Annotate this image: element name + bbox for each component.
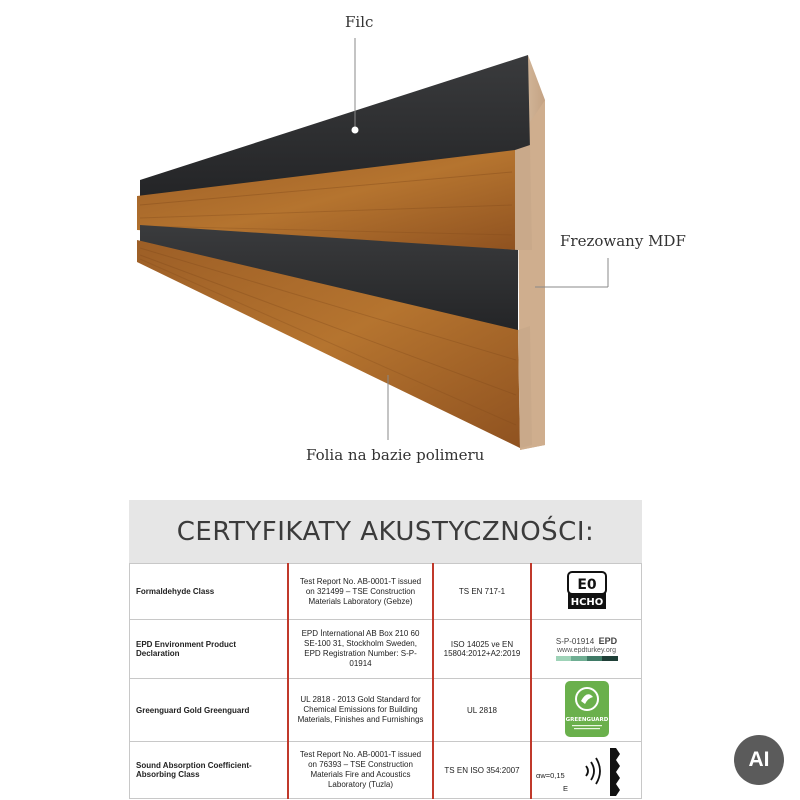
e0-label: E0 xyxy=(576,576,597,593)
table-row xyxy=(130,679,642,742)
epd-brand: EPD xyxy=(598,635,618,646)
sound-wave-icon xyxy=(580,746,630,796)
alpha-w-value: αw=0,15 xyxy=(536,771,565,780)
cert-report: Test Report No. AB-0001-T issued on 321499 – TSE Construction Materials Laboratory (Gebze) xyxy=(288,564,433,620)
e0-hcho-icon xyxy=(531,564,642,620)
cert-report: Test Report No. AB-0001-T issued on 76393 – TSE Construction Materials Fire and Acoustics Laboratory (Tuzla) xyxy=(288,742,433,799)
certificates-heading: CERTYFIKATY AKUSTYCZNOŚCI: xyxy=(129,500,642,563)
cert-standard: TS EN ISO 354:2007 xyxy=(433,742,531,799)
epd-logo-icon xyxy=(531,620,642,679)
epd-url: www.epdturkey.org xyxy=(556,646,616,654)
cert-name: Formaldehyde Class xyxy=(130,564,289,620)
table-row xyxy=(130,620,642,679)
greenguard-text: GREENGUARD xyxy=(565,717,608,723)
epd-code: S-P-01914 xyxy=(555,636,595,646)
absorption-class: E xyxy=(563,784,569,793)
greenguard-logo-icon xyxy=(531,679,642,742)
hcho-label: HCHO xyxy=(570,596,603,608)
cert-standard: ISO 14025 ve EN 15804:2012+A2:2019 xyxy=(433,620,531,679)
sound-absorption-icon xyxy=(531,742,642,799)
cert-name: Sound Absorption Coefficient- Absorbing Class xyxy=(130,742,289,799)
callout-mdf xyxy=(535,258,608,287)
table-row xyxy=(130,742,642,799)
epd-color-bars xyxy=(556,656,618,661)
cert-standard: TS EN 717-1 xyxy=(433,564,531,620)
label-felt: Filc xyxy=(345,13,374,31)
cert-name: EPD Environment Product Declaration xyxy=(130,620,289,679)
ai-badge: AI xyxy=(734,735,784,785)
cert-report: EPD İnternational AB Box 210 60 SE-100 31, Stockholm Sweden, EPD Registration Number: S-P-01914 xyxy=(288,620,433,679)
certificates-table xyxy=(129,563,642,799)
label-milled-mdf: Frezowany MDF xyxy=(560,232,686,250)
cert-report: UL 2818 - 2013 Gold Standard for Chemical Emissions for Building Materials, Finishes and Furnishings xyxy=(288,679,433,742)
cert-standard: UL 2818 xyxy=(433,679,531,742)
table-row xyxy=(130,564,642,620)
label-polymer-foil: Folia na bazie polimeru xyxy=(306,446,485,464)
cert-name: Greenguard Gold Greenguard xyxy=(130,679,289,742)
